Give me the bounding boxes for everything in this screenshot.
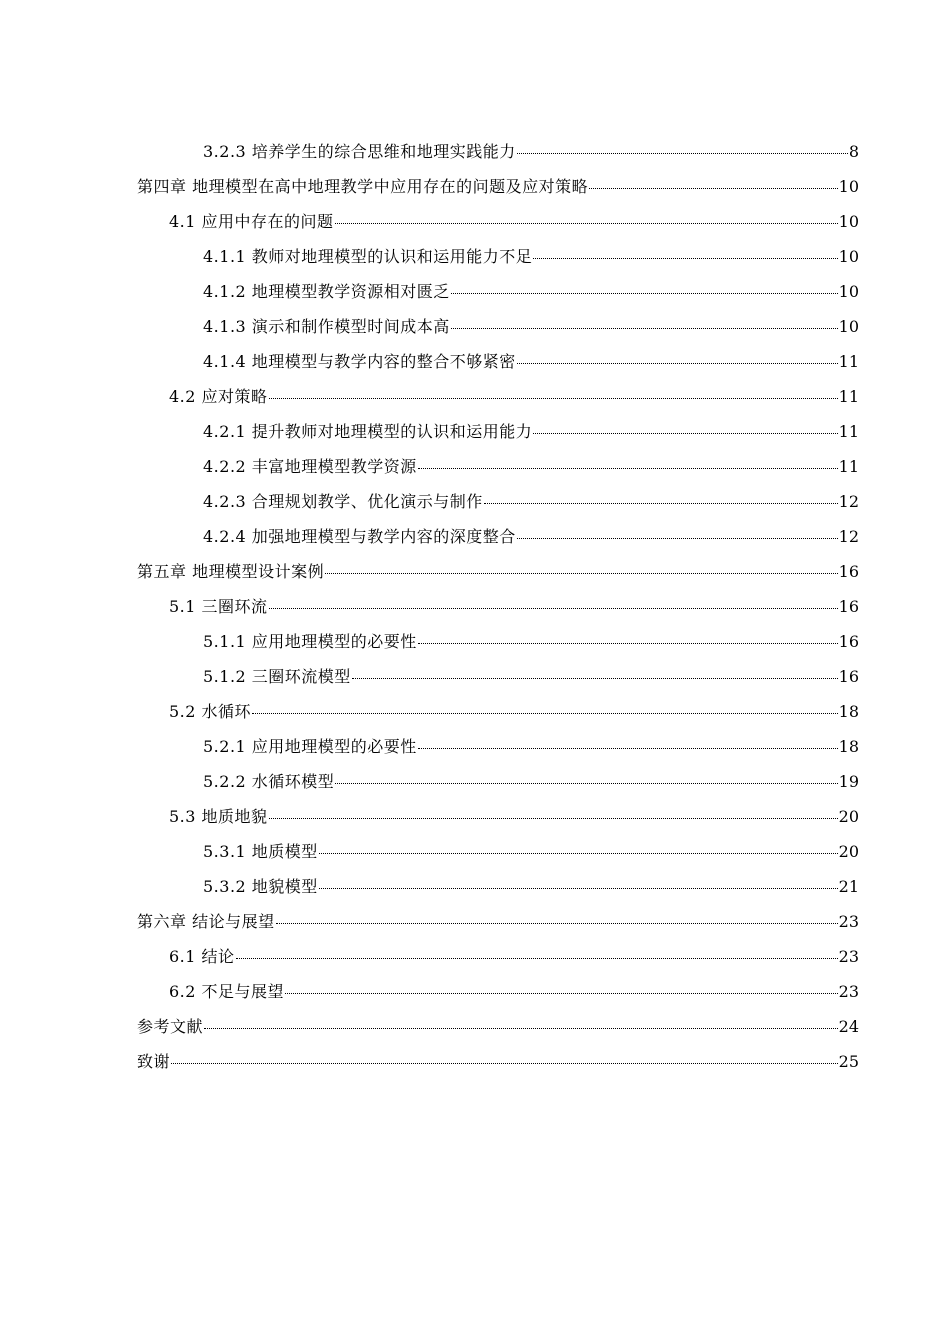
toc-entry-page: 25	[838, 1052, 859, 1071]
toc-dot-leader	[517, 526, 838, 539]
toc-entry-title: 5.3.1 地质模型	[203, 842, 318, 861]
toc-entry[interactable]	[137, 414, 859, 449]
toc-entry[interactable]	[137, 239, 859, 274]
toc-entry-title: 4.2.3 合理规划教学、优化演示与制作	[203, 492, 483, 511]
toc-dot-leader	[335, 771, 837, 784]
toc-entry-title: 参考文献	[137, 1017, 204, 1036]
toc-entry-page: 21	[838, 877, 859, 896]
toc-entry-page: 23	[838, 912, 859, 931]
toc-entry-title: 第六章 结论与展望	[137, 912, 275, 931]
toc-entry[interactable]	[137, 799, 859, 834]
toc-entry[interactable]	[137, 484, 859, 519]
toc-entry-title: 6.2 不足与展望	[169, 982, 285, 1001]
toc-dot-leader	[589, 176, 838, 189]
toc-entry[interactable]	[137, 274, 859, 309]
toc-entry-page: 10	[838, 247, 859, 266]
toc-dot-leader	[517, 141, 848, 154]
toc-entry-page: 18	[838, 737, 859, 756]
toc-entry-title: 致谢	[137, 1052, 171, 1071]
toc-entry-page: 20	[838, 842, 859, 861]
toc-dot-leader	[325, 561, 838, 574]
toc-entry-title: 5.2.2 水循环模型	[203, 772, 335, 791]
toc-entry-page: 19	[838, 772, 859, 791]
toc-entry[interactable]	[137, 624, 859, 659]
toc-dot-leader	[171, 1051, 838, 1064]
toc-dot-leader	[269, 806, 838, 819]
toc-entry-page: 10	[838, 317, 859, 336]
toc-dot-leader	[269, 596, 838, 609]
toc-dot-leader	[319, 876, 838, 889]
toc-entry-page: 23	[838, 982, 859, 1001]
toc-dot-leader	[484, 491, 838, 504]
toc-entry[interactable]	[137, 169, 859, 204]
toc-entry[interactable]	[137, 554, 859, 589]
toc-entry[interactable]	[137, 904, 859, 939]
toc-dot-leader	[236, 946, 838, 959]
toc-entry[interactable]	[137, 204, 859, 239]
toc-entry[interactable]	[137, 519, 859, 554]
toc-entry-title: 5.3.2 地貌模型	[203, 877, 318, 896]
toc-dot-leader	[335, 211, 838, 224]
toc-entry-title: 4.1.2 地理模型教学资源相对匮乏	[203, 282, 450, 301]
toc-entry[interactable]	[137, 764, 859, 799]
toc-dot-leader	[517, 351, 838, 364]
toc-entry-page: 11	[838, 457, 859, 476]
toc-entry-page: 23	[838, 947, 859, 966]
toc-entry[interactable]	[137, 974, 859, 1009]
toc-entry[interactable]	[137, 309, 859, 344]
toc-entry[interactable]	[137, 939, 859, 974]
toc-entry[interactable]	[137, 1009, 859, 1044]
toc-entry-title: 5.1.1 应用地理模型的必要性	[203, 632, 417, 651]
toc-entry-title: 5.1.2 三圈环流模型	[203, 667, 351, 686]
toc-entry-page: 10	[838, 212, 859, 231]
toc-entry-page: 11	[838, 352, 859, 371]
toc-dot-leader	[276, 911, 838, 924]
toc-dot-leader	[418, 736, 838, 749]
toc-dot-leader	[269, 386, 838, 399]
toc-entry-page: 11	[838, 422, 859, 441]
toc-entry-page: 20	[838, 807, 859, 826]
toc-dot-leader	[352, 666, 838, 679]
toc-entry-title: 5.3 地质地貌	[169, 807, 268, 826]
toc-entry-page: 10	[838, 177, 859, 196]
toc-entry[interactable]	[137, 449, 859, 484]
toc-entry-page: 16	[838, 632, 859, 651]
toc-entry[interactable]	[137, 134, 859, 169]
toc-entry[interactable]	[137, 589, 859, 624]
toc-dot-leader	[319, 841, 838, 854]
toc-entry[interactable]	[137, 834, 859, 869]
toc-entry-title: 第四章 地理模型在高中地理教学中应用存在的问题及应对策略	[137, 177, 589, 196]
toc-dot-leader	[418, 456, 838, 469]
toc-entry-page: 16	[838, 562, 859, 581]
toc-entry-title: 4.1.4 地理模型与教学内容的整合不够紧密	[203, 352, 516, 371]
toc-entry-page: 12	[838, 492, 859, 511]
toc-entry[interactable]	[137, 729, 859, 764]
toc-entry-page: 8	[848, 142, 859, 161]
toc-entry-title: 5.2 水循环	[169, 702, 252, 721]
toc-entry-page: 11	[838, 387, 859, 406]
toc-entry-title: 4.2.1 提升教师对地理模型的认识和运用能力	[203, 422, 533, 441]
toc-entry-title: 4.2.4 加强地理模型与教学内容的深度整合	[203, 527, 516, 546]
toc-entry[interactable]	[137, 379, 859, 414]
toc-entry[interactable]	[137, 694, 859, 729]
toc-entry-title: 4.1.1 教师对地理模型的认识和运用能力不足	[203, 247, 533, 266]
toc-entry-title: 6.1 结论	[169, 947, 235, 966]
toc-dot-leader	[418, 631, 838, 644]
toc-entry[interactable]	[137, 659, 859, 694]
toc-dot-leader	[533, 246, 837, 259]
toc-entry-title: 4.1.3 演示和制作模型时间成本高	[203, 317, 450, 336]
toc-dot-leader	[252, 701, 838, 714]
toc-entry-page: 16	[838, 667, 859, 686]
toc-dot-leader	[204, 1016, 838, 1029]
toc-entry-title: 4.1 应用中存在的问题	[169, 212, 334, 231]
toc-entry-page: 12	[838, 527, 859, 546]
toc-entry-page: 10	[838, 282, 859, 301]
toc-dot-leader	[451, 281, 838, 294]
toc-dot-leader	[285, 981, 838, 994]
toc-entry-page: 24	[838, 1017, 859, 1036]
toc-entry-title: 4.2.2 丰富地理模型教学资源	[203, 457, 417, 476]
toc-entry[interactable]	[137, 344, 859, 379]
toc-entry-page: 16	[838, 597, 859, 616]
toc-entry-title: 4.2 应对策略	[169, 387, 268, 406]
toc-entry-title: 5.2.1 应用地理模型的必要性	[203, 737, 417, 756]
toc-entry-page: 18	[838, 702, 859, 721]
toc-entry-title: 3.2.3 培养学生的综合思维和地理实践能力	[203, 142, 516, 161]
toc-dot-leader	[451, 316, 838, 329]
toc-entry[interactable]	[137, 869, 859, 904]
toc-entry[interactable]	[137, 1044, 859, 1079]
table-of-contents	[137, 134, 859, 1079]
toc-dot-leader	[533, 421, 837, 434]
toc-entry-title: 第五章 地理模型设计案例	[137, 562, 325, 581]
toc-entry-title: 5.1 三圈环流	[169, 597, 268, 616]
